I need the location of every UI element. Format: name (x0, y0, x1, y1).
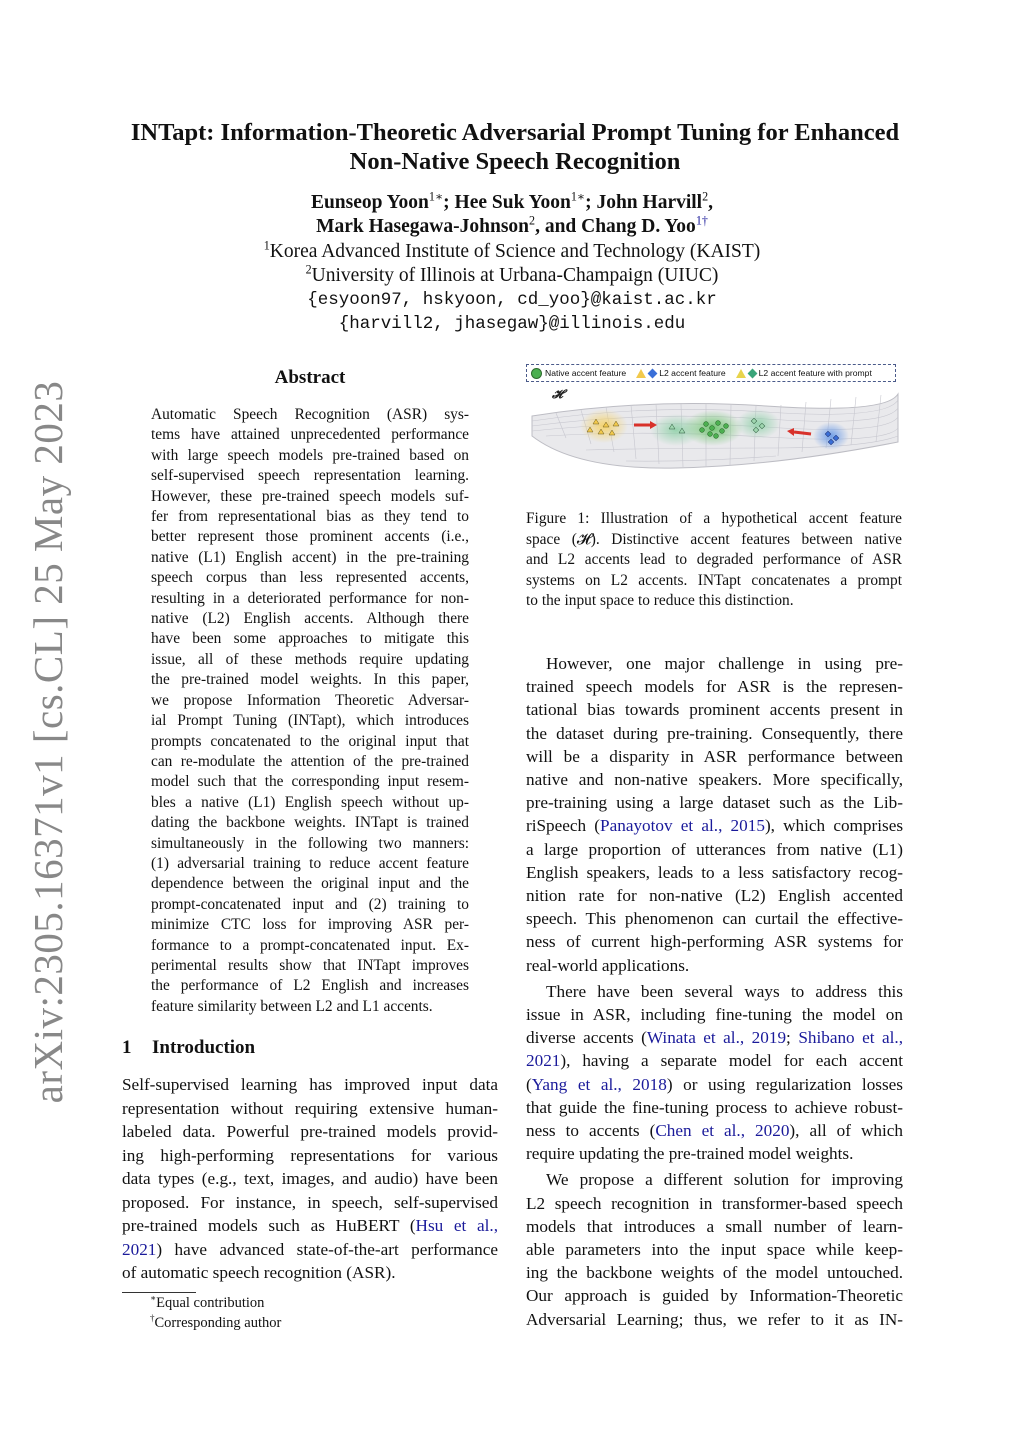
right-column-body (526, 652, 903, 1331)
p3-line: We propose a different solution for improving (546, 1170, 903, 1190)
p1-line: nition rate for non-native (L2) English accented (526, 886, 903, 906)
p3-line: L2 speech recognition in transformer-based speech (526, 1193, 903, 1213)
p3-line: Adversarial Learning; thus, we refer to it as IN- (526, 1309, 903, 1329)
p2-line-2: issue in ASR, including fine-tuning the model on (526, 1005, 903, 1025)
p3-line: able parameters into the input space while keep- (526, 1240, 903, 1260)
p2-line-7-post: ), all of which (789, 1121, 903, 1141)
affiliation-2-text: University of Illinois at Urbana-Champaign (UIUC) (311, 265, 719, 286)
citation-hsu-year[interactable]: 2021 (122, 1239, 157, 1259)
legend-l2-label: L2 accent feature (659, 368, 726, 378)
p1-line: real-world applications. (526, 955, 690, 975)
paragraph-1 (526, 652, 903, 814)
p3-line: ing the backbone weights of the model untouched. (526, 1263, 903, 1283)
footnote-1 (150, 1294, 281, 1314)
space-label: 𝓗 (552, 387, 563, 401)
citation-hsu[interactable]: Hsu et al., (415, 1216, 498, 1235)
p2-line-7 (526, 1119, 903, 1142)
p1-line: pre-training using a large dataset such as the Lib- (526, 793, 903, 813)
p2-line-8: require updating the pre-trained model weights. (526, 1144, 854, 1164)
abstract-line: Automatic Speech Recognition (ASR) sys- (151, 406, 469, 423)
abstract-line: minimize CTC loss for improving ASR per- (151, 916, 469, 934)
section-title: Introduction (152, 1037, 256, 1058)
p1-line: However, one major challenge in using pre- (546, 654, 903, 673)
affiliation-2 (150, 264, 874, 288)
author-3: ; John Harvill (585, 192, 703, 213)
abstract-line: better represent those prominent accents (i.e., (151, 528, 469, 546)
intro-line: representation without requiring extensive human- (122, 1098, 498, 1118)
p1-line-8-pre: riSpeech ( (526, 816, 601, 836)
affiliation-1-num: 1 (263, 238, 270, 253)
authors-line-1 (150, 191, 874, 215)
footnote-2 (150, 1314, 281, 1334)
p2-line-5-pre: ( (526, 1074, 532, 1094)
paper-title (100, 118, 930, 176)
abstract-line: model such that the corresponding input resem- (151, 773, 469, 791)
citation-chen[interactable]: Chen et al., 2020 (655, 1121, 790, 1141)
author-5-sup: 1† (695, 213, 708, 228)
title-line-2: Non-Native Speech Recognition (349, 148, 681, 175)
footnote-2-mark: † (150, 1312, 155, 1323)
affiliation-2-num: 2 (305, 262, 312, 277)
intro-line-7 (122, 1214, 498, 1238)
citation-winata[interactable]: Winata et al., 2019 (646, 1028, 787, 1048)
caption-line: Figure 1: Illustration of a hypothetical accent feature (526, 510, 902, 527)
p2-line-4-post: ), having a separate model for each accent (560, 1051, 903, 1071)
abstract-line: simultaneously in the following two manners: (151, 834, 469, 852)
author-1-sup: 1∗ (428, 189, 444, 204)
abstract-line: bles a native (L1) English speech without up- (151, 793, 469, 811)
p2-line-3-sep: ; (786, 1028, 799, 1048)
intro-line-8-text: ) have advanced state-of-the-art performance (156, 1239, 498, 1259)
authors-line-2 (150, 215, 874, 239)
authors (150, 191, 874, 239)
p1-line: will be a disparity in ASR performance between (526, 746, 903, 766)
abstract-line: tems have attained unprecedented performance (151, 426, 469, 444)
abstract-line: dating the backbone weights. INTapt is trained (151, 814, 469, 832)
p1-line: a large proportion of utterances from native (L1) (526, 839, 903, 859)
intro-line: data types (e.g., text, images, and audio) have been (122, 1169, 498, 1188)
prompt-cluster-glow-2 (736, 409, 780, 439)
abstract-line: native (L1) English accent) in the pre-training (151, 548, 469, 566)
intro-line: proposed. For instance, in speech, self-supervised (122, 1192, 498, 1212)
intro-lines (122, 1073, 498, 1214)
footnote-rule (122, 1292, 196, 1293)
abstract-line: resulting in a deteriorated performance for non- (151, 589, 469, 607)
p2-line-7-pre: ness to accents ( (526, 1121, 656, 1141)
legend-l2-prompt-label: L2 accent feature with prompt (758, 368, 872, 378)
abstract-line: fer from representational bias as they tend to (151, 508, 469, 526)
legend-native-label: Native accent feature (545, 368, 627, 378)
figure-1 (526, 364, 900, 474)
footnote-1-mark: ∗ (150, 1293, 157, 1304)
p1-line: tational bias towards prominent accents present in (526, 700, 903, 720)
feature-space-illustration (526, 364, 900, 474)
author-3-sup: 2 (702, 189, 709, 204)
citation-panayotov[interactable]: Panayotov et al., 2015 (600, 816, 765, 836)
abstract-line: prompts concatenated to the original input that (151, 732, 469, 750)
abstract-line: dependence between the original input and the (151, 875, 469, 893)
author-4-sup: 2 (529, 213, 536, 228)
abstract-line: ial Prompt Tuning (INTapt), which introduces (151, 712, 469, 730)
intro-line: labeled data. Powerful pre-trained models provid- (122, 1122, 498, 1141)
paragraph-1-rest (526, 838, 903, 977)
abstract-line: the performance of L2 English and increases (151, 977, 469, 995)
p2-line-3-pre: diverse accents ( (526, 1028, 647, 1048)
p1-line: ness of current high-performing ASR systems for (526, 932, 903, 952)
affiliations (150, 240, 874, 336)
abstract-line: native (L2) English accents. Although there (151, 610, 469, 628)
p1-line: trained speech models for ASR is the represen- (526, 677, 903, 697)
abstract-line: the pre-trained model weights. In this paper, (151, 671, 469, 689)
section-heading-introduction (122, 1037, 255, 1059)
footnote-2-text: Corresponding author (154, 1314, 282, 1331)
l2-blue-cluster-glow (813, 422, 849, 450)
author-4: Mark Hasegawa-Johnson (316, 216, 530, 237)
p2-line-3 (526, 1026, 903, 1049)
affiliation-1 (150, 240, 874, 264)
p1-line: the dataset during pre-training. Consequently, there (526, 723, 903, 743)
caption-line: space (𝓗). Distinctive accent features between native (526, 530, 902, 548)
author-2: ; Hee Suk Yoon (443, 192, 571, 213)
abstract-line: we propose Information Theoretic Adversar- (151, 691, 469, 709)
author-5: , and Chang D. Yoo (535, 216, 696, 237)
abstract-line: prompt-concatenated input and (2) training to (151, 895, 469, 913)
abstract-heading: Abstract (274, 367, 346, 388)
caption-line: systems on L2 accents. INTapt concatenates a prompt (526, 571, 902, 589)
abstract-line: However, these pre-trained speech models suf- (151, 487, 469, 505)
intro-line: Self-supervised learning has improved input data (122, 1075, 498, 1094)
p1-line: speech. This phenomenon can curtail the effective- (526, 909, 903, 929)
p1-line: native and non-native speakers. More specifically, (526, 770, 903, 790)
paragraph-3 (526, 1168, 903, 1330)
figure-1-caption (526, 509, 902, 612)
p2-line-1: There have been several ways to address this (546, 981, 903, 1001)
abstract-body (151, 405, 469, 1017)
citation-shibano-year[interactable]: 2021 (526, 1051, 561, 1071)
footnote-1-text: Equal contribution (156, 1295, 265, 1311)
caption-line: and L2 accents lead to degraded performance of ASR (526, 551, 902, 569)
p3-line: Our approach is guided by Information-Theoretic (526, 1286, 903, 1306)
abstract-line: feature similarity between L2 and L1 accents. (151, 997, 433, 1015)
p1-line-8 (526, 814, 903, 837)
email-kaist: {esyoon97, hskyoon, cd_yoo}@kaist.ac.kr (307, 290, 717, 310)
arxiv-id: arXiv:2305.16371v1 [cs.CL] 25 May 2023 (25, 380, 71, 1104)
caption-line: to the input space to reduce this distinction. (526, 592, 794, 610)
abstract-line: self-supervised speech representation learning. (151, 467, 469, 485)
abstract-line: (1) adversarial training to reduce accent feature (151, 854, 469, 872)
p1-line: English speakers, leads to a less satisfactory recog- (526, 862, 903, 882)
abstract-line: can re-modulate the attention of the pre-trained (151, 752, 469, 770)
abstract-line: formance to a prompt-concatenated input. Ex- (151, 936, 469, 954)
arxiv-sidebar (18, 380, 78, 1104)
p3-line: models that introduces a small number of learn- (526, 1216, 903, 1236)
p2-line-4 (526, 1049, 903, 1072)
p2-line-5 (526, 1073, 903, 1096)
affiliation-1-text: Korea Advanced Institute of Science and Technology (KAIST) (269, 241, 761, 262)
title-line-1: INTapt: Information-Theoretic Adversarial Prompt Tuning for Enhanced (130, 119, 900, 146)
p2-line-6: that guide the fine-tuning process to achieve robust- (526, 1097, 903, 1117)
intro-line-7-text: pre-trained models such as HuBERT ( (122, 1216, 416, 1235)
intro-line-8 (122, 1238, 498, 1262)
p1-line-8-post: ), which comprises (764, 816, 904, 836)
abstract-line: perimental results show that INTapt improves (151, 956, 469, 974)
author-1: Eunseop Yoon (310, 192, 429, 213)
abstract-line: speech corpus than less represented accents, (151, 569, 469, 587)
intro-line: ing high-performing representations for various (122, 1145, 498, 1165)
footnotes (150, 1294, 281, 1333)
introduction-body (122, 1073, 498, 1285)
p2-line-5-post: ) or using regularization losses (666, 1074, 903, 1094)
email-illinois: {harvill2, jhasegaw}@illinois.edu (338, 314, 686, 334)
section-number: 1 (122, 1037, 132, 1058)
intro-line-9: of automatic speech recognition (ASR). (122, 1263, 396, 1282)
abstract-line: issue, all of these methods require updating (151, 650, 469, 668)
abstract-line: have been some approaches to mitigate this (151, 630, 469, 648)
author-3-tail: , (708, 192, 714, 213)
abstract-line: with large speech models pre-trained based on (151, 446, 469, 464)
citation-shibano[interactable]: Shibano et al., (798, 1028, 904, 1048)
citation-yang[interactable]: Yang et al., 2018 (531, 1074, 667, 1094)
author-2-sup: 1∗ (570, 189, 586, 204)
